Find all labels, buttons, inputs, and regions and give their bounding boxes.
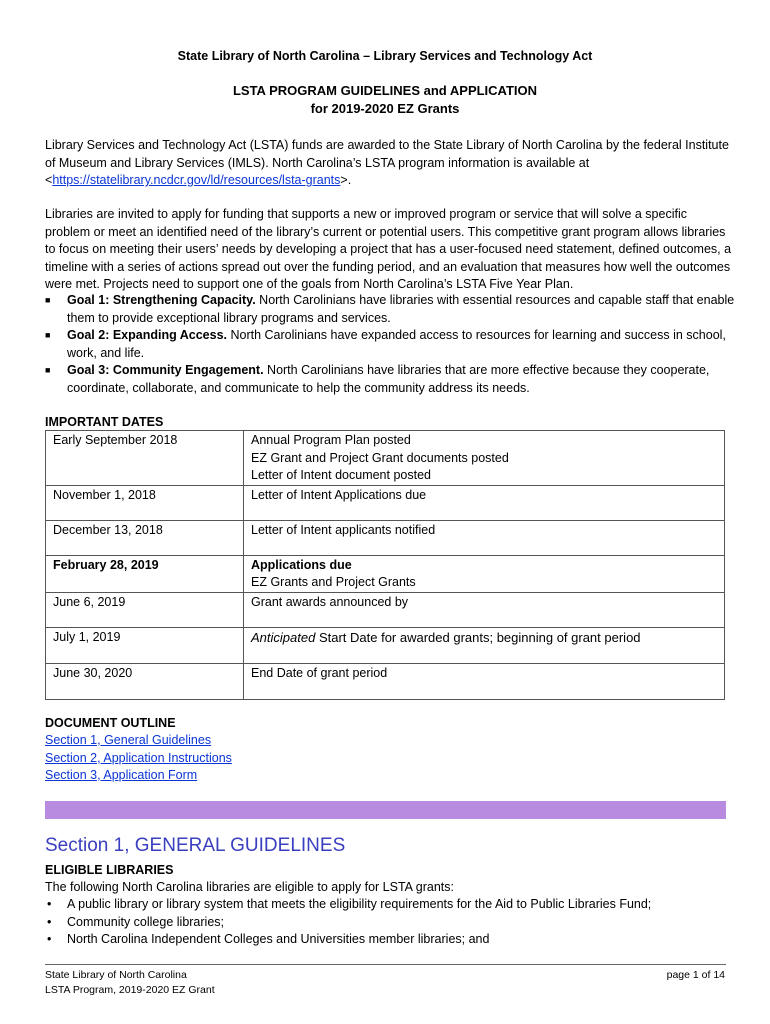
program-title-line2: for 2019-2020 EZ Grants bbox=[310, 101, 460, 116]
eligible-libraries-heading: ELIGIBLE LIBRARIES bbox=[45, 863, 174, 877]
eligible-libraries-list bbox=[45, 896, 735, 949]
table-row bbox=[46, 555, 725, 592]
outline-link-section-1[interactable]: Section 1, General Guidelines bbox=[45, 733, 212, 747]
event-line: Letter of Intent Applications due bbox=[251, 487, 427, 502]
event-italic: Anticipated bbox=[251, 629, 316, 645]
event-line: End Date of grant period bbox=[251, 665, 388, 680]
date-cell: July 1, 2019 bbox=[46, 627, 244, 663]
square-bullet-icon: ■ bbox=[45, 365, 51, 375]
goals-list bbox=[45, 292, 735, 397]
date-cell: Early September 2018 bbox=[46, 431, 244, 486]
event-cell bbox=[244, 555, 725, 592]
list-item-text: Community college libraries; bbox=[67, 914, 225, 929]
event-line: Letter of Intent applicants notified bbox=[251, 522, 436, 537]
date-cell: December 13, 2018 bbox=[46, 520, 244, 555]
footer-divider bbox=[45, 964, 726, 965]
date-cell: June 30, 2020 bbox=[46, 663, 244, 699]
goal-item bbox=[45, 362, 735, 397]
event-cell bbox=[244, 627, 725, 663]
intro-text: Library Services and Technology Act (LSTA) funds are awarded to the State Library of North Carolina by the federal Institute of Museum and Library Services (IMLS). North Carolina’s LSTA program information is available at < bbox=[45, 138, 729, 187]
page-number: page 1 of 14 bbox=[666, 969, 725, 981]
bullet-icon: • bbox=[47, 932, 52, 946]
list-item-text: North Carolina Independent Colleges and Universities member libraries; and bbox=[67, 932, 490, 946]
table-row bbox=[46, 431, 725, 486]
goal-text: North Carolinians have expanded access to resources for learning and success in school, work, and life. bbox=[67, 328, 726, 360]
table-row bbox=[46, 520, 725, 555]
section-title: Section 1, GENERAL GUIDELINES bbox=[45, 835, 346, 856]
bullet-icon: • bbox=[47, 897, 52, 911]
footer-organization: State Library of North Carolina bbox=[45, 969, 187, 981]
invite-paragraph: Libraries are invited to apply for funding that supports a new or improved program or service that will solve a specific problem or meet an identified need of the library’s current or potential users. This competitive grant program allows libraries to focus on meeting their users’ needs by developing a project that has a user-focused need statement, defined outcomes, a timeline with a series of actions spread out over the funding period, and an evaluation that measures how well the outcomes were met. Projects need to support one of the goals from North Carolina’s LSTA Five Year Plan. bbox=[45, 207, 732, 291]
event-line: EZ Grants and Project Grants bbox=[251, 575, 416, 589]
table-row bbox=[46, 485, 725, 520]
goal-item bbox=[45, 292, 735, 327]
list-item bbox=[45, 914, 735, 932]
list-item bbox=[45, 931, 735, 949]
goal-label: Goal 3: Community Engagement. bbox=[67, 363, 264, 377]
event-cell bbox=[244, 485, 725, 520]
goal-text: North Carolinians have libraries with essential resources and capable staff that enable them to provide exceptional library programs and services. bbox=[67, 293, 735, 325]
date-cell: June 6, 2019 bbox=[46, 592, 244, 627]
intro-text-end: >. bbox=[340, 173, 352, 187]
list-item-text: A public library or library system that meets the eligibility requirements for the Aid to Public Libraries Fund; bbox=[67, 897, 652, 911]
date-cell: February 28, 2019 bbox=[46, 555, 244, 592]
date-cell: November 1, 2018 bbox=[46, 485, 244, 520]
document-outline-heading: DOCUMENT OUTLINE bbox=[45, 716, 176, 730]
outline-link-section-2[interactable]: Section 2, Application Instructions bbox=[45, 750, 232, 765]
bullet-icon: • bbox=[47, 914, 52, 929]
footer-left bbox=[45, 968, 215, 998]
event-line: Letter of Intent document posted bbox=[251, 468, 431, 482]
document-outline-links bbox=[45, 732, 232, 785]
table-row bbox=[46, 592, 725, 627]
program-title-line1: LSTA PROGRAM GUIDELINES and APPLICATION bbox=[232, 83, 538, 98]
event-cell bbox=[244, 431, 725, 486]
important-dates-table bbox=[45, 430, 725, 700]
list-item bbox=[45, 896, 735, 914]
goal-text: North Carolinians have libraries that are more effective because they cooperate, coordinate, collaborate, and communicate to help the community address its needs. bbox=[67, 363, 710, 395]
program-title bbox=[0, 82, 770, 118]
intro-paragraph bbox=[45, 137, 735, 190]
event-line: Grant awards announced by bbox=[251, 594, 409, 609]
table-row bbox=[46, 627, 725, 663]
square-bullet-icon: ■ bbox=[45, 330, 51, 340]
lsta-grants-link[interactable]: https://statelibrary.ncdcr.gov/ld/resources/lsta-grants bbox=[52, 173, 341, 187]
event-line: Annual Program Plan posted bbox=[251, 433, 411, 447]
event-cell bbox=[244, 592, 725, 627]
goal-item bbox=[45, 327, 735, 362]
event-line: EZ Grant and Project Grant documents posted bbox=[251, 450, 509, 465]
important-dates-heading: IMPORTANT DATES bbox=[45, 415, 164, 429]
event-line: Start Date for awarded grants; beginning of grant period bbox=[315, 629, 641, 645]
goal-label: Goal 2: Expanding Access. bbox=[67, 328, 228, 342]
table-row bbox=[46, 663, 725, 699]
document-header-title: State Library of North Carolina – Library Services and Technology Act bbox=[177, 49, 593, 63]
event-cell bbox=[244, 520, 725, 555]
footer-program: LSTA Program, 2019-2020 EZ Grant bbox=[45, 984, 215, 996]
event-line: Applications due bbox=[251, 557, 352, 572]
eligible-libraries-intro: The following North Carolina libraries are eligible to apply for LSTA grants: bbox=[45, 880, 454, 894]
square-bullet-icon: ■ bbox=[45, 295, 51, 305]
goal-label: Goal 1: Strengthening Capacity. bbox=[67, 293, 256, 307]
section-divider-bar bbox=[45, 801, 726, 819]
outline-link-section-3[interactable]: Section 3, Application Form bbox=[45, 768, 198, 782]
event-cell bbox=[244, 663, 725, 699]
